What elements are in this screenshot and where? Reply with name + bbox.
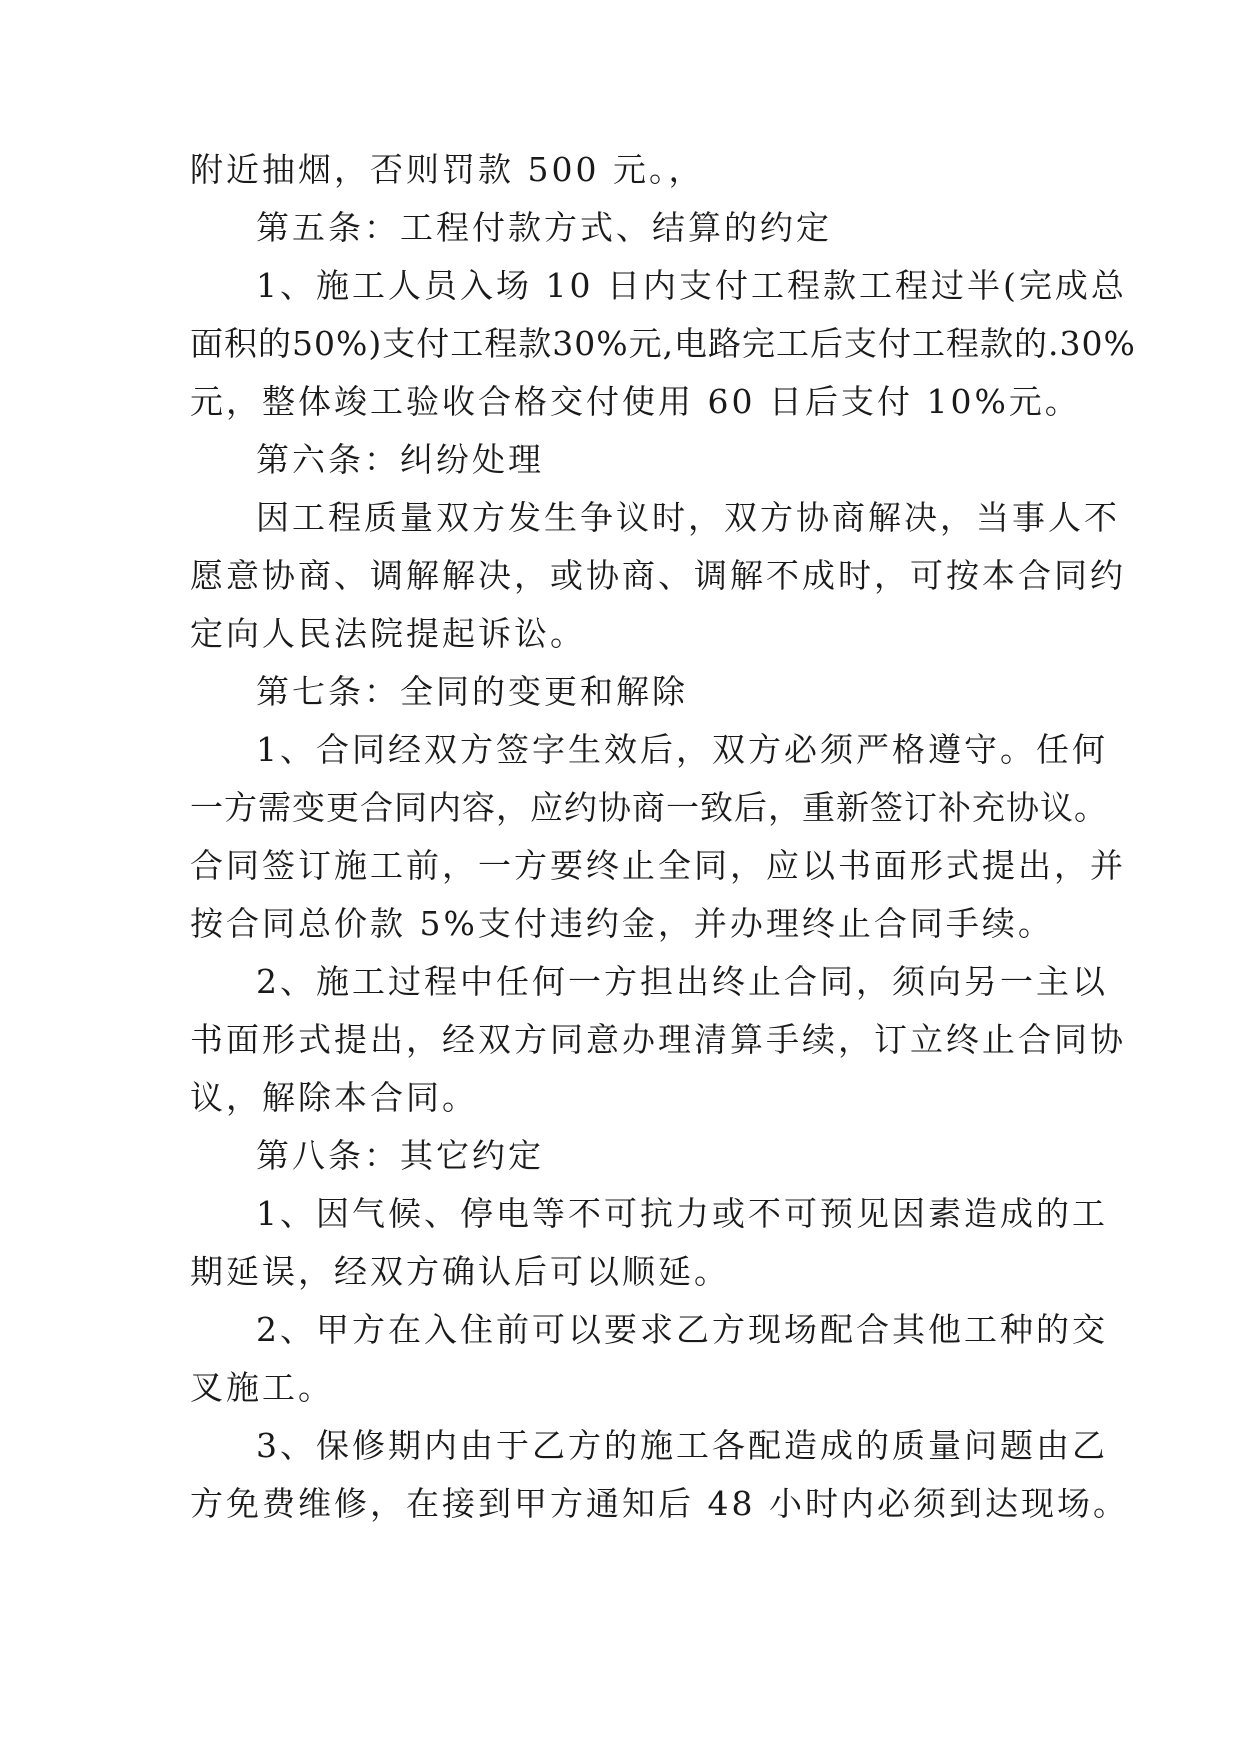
text-line-21: 2、甲方在入住前可以要求乙方现场配合其他工种的交 [256,1310,1108,1349]
text-line-8: 愿意协商、调解解决，或协商、调解不成时，可按本合同约 [190,556,1126,595]
text-line-9: 定向人民法院提起诉讼。 [190,614,586,653]
section-heading-7: 第七条：全同的变更和解除 [256,672,688,711]
text-line-4: 面积的50%)支付工程款30%元,电路完工后支付工程款的.30% [190,324,1136,363]
text-line-12: 一方需变更合同内容，应约协商一致后，重新签订补充协议。 [190,788,1108,827]
text-line-17: 议，解除本合同。 [190,1078,478,1117]
text-line-5: 元，整体竣工验收合格交付使用 60 日后支付 10%元。 [190,382,1081,421]
text-line-23: 3、保修期内由于乙方的施工各配造成的质量问题由乙 [256,1426,1108,1465]
text-line-3: 1、施工人员入场 10 日内支付工程款工程过半(完成总 [256,266,1127,305]
text-line-19: 1、因气候、停电等不可抗力或不可预见因素造成的工 [256,1194,1108,1233]
text-line-16: 书面形式提出，经双方同意办理清算手续，订立终止合同协 [190,1020,1126,1059]
section-heading-5: 第五条：工程付款方式、结算的约定 [256,208,832,247]
text-line-7: 因工程质量双方发生争议时，双方协商解决，当事人不 [256,498,1120,537]
text-line-14: 按合同总价款 5%支付违约金，并办理终止合同手续。 [190,904,1054,943]
text-line-1: 附近抽烟，否则罚款 500 元。， [190,150,705,189]
text-line-15: 2、施工过程中任何一方担出终止合同，须向另一主以 [256,962,1108,1001]
text-line-11: 1、合同经双方签字生效后，双方必须严格遵守。任何 [256,730,1108,769]
section-heading-8: 第八条：其它约定 [256,1136,544,1175]
text-line-13: 合同签订施工前，一方要终止全同，应以书面形式提出，并 [190,846,1126,885]
text-line-22: 叉施工。 [190,1368,334,1407]
text-line-20: 期延误，经双方确认后可以顺延。 [190,1252,730,1291]
text-line-24: 方免费维修，在接到甲方通知后 48 小时内必须到达现场。 [190,1484,1129,1523]
section-heading-6: 第六条：纠纷处理 [256,440,544,479]
